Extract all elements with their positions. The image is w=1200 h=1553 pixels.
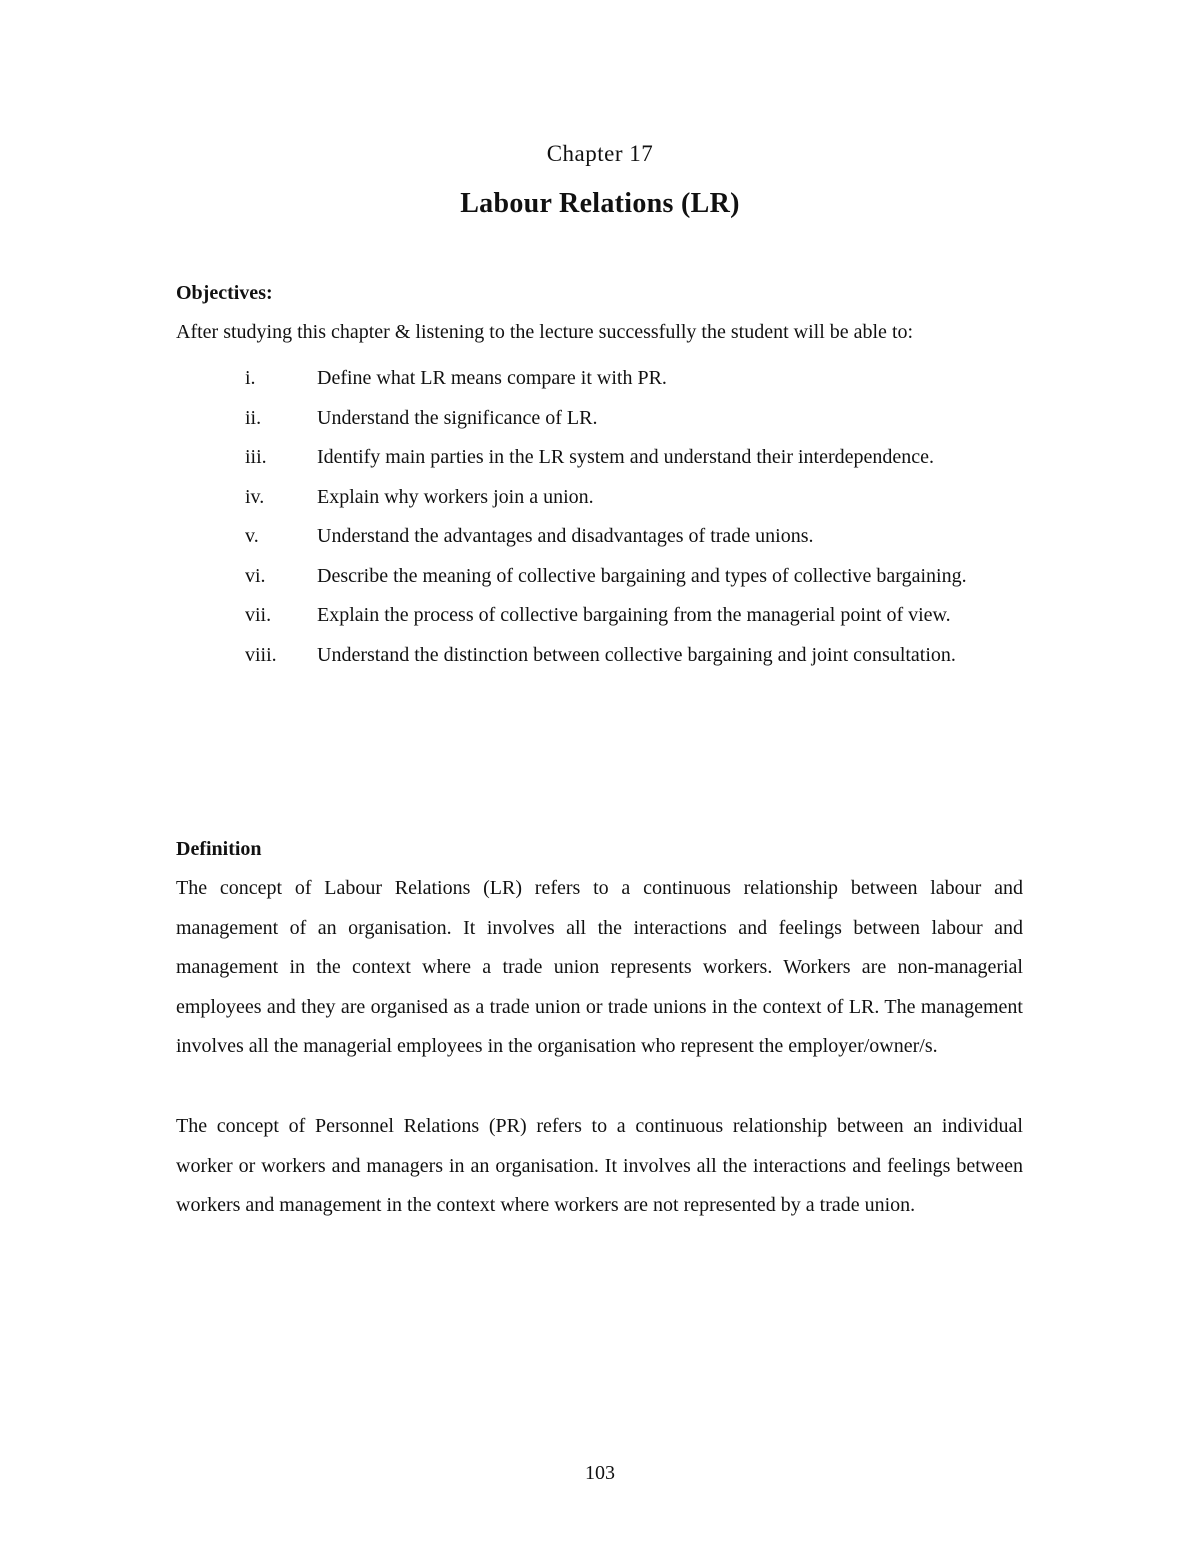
- list-item-number: v.: [245, 525, 259, 547]
- list-item-number: ii.: [245, 406, 262, 429]
- definition-paragraph-pr: The concept of Personnel Relations (PR) refers to a continuous relationship between an individual worker or workers and managers in an organisation. It involves all the interactions and feelings between workers and management in the context where workers are not represented by a trade union.: [176, 1115, 1023, 1217]
- page-number: 103: [585, 1462, 615, 1484]
- definition-paragraph-lr: The concept of Labour Relations (LR) refers to a continuous relationship between labour and management of an organisation. It involves all the interactions and feelings between labour and management in the context where a trade union represents workers. Workers are non-managerial employees and they are organised as a trade union or trade unions in the context of LR. The management involves all the managerial employees in the organisation who represent the employer/owner/s.: [176, 877, 1023, 1058]
- list-item: [245, 478, 1023, 518]
- list-item-text: Identify main parties in the LR system and understand their interdependence.: [317, 446, 935, 468]
- list-item: [245, 557, 1023, 597]
- list-item-number: vii.: [245, 604, 272, 626]
- chapter-label: Chapter 17: [546, 141, 654, 166]
- chapter-title: Labour Relations (LR): [460, 188, 740, 219]
- list-item-number: vi.: [245, 564, 266, 587]
- list-item-number: viii.: [245, 643, 277, 666]
- list-item: [245, 596, 1023, 636]
- list-item: [245, 399, 1023, 439]
- list-item: [245, 636, 1023, 676]
- list-item: [245, 359, 1023, 399]
- objectives-intro: After studying this chapter & listening to the lecture successfully the student will be able to:: [176, 321, 914, 343]
- list-item-text: Understand the distinction between collective bargaining and joint consultation.: [317, 643, 956, 666]
- list-item-text: Understand the advantages and disadvantages of trade unions.: [317, 525, 814, 547]
- definition-heading: Definition: [176, 838, 262, 860]
- list-item-number: iii.: [245, 446, 267, 468]
- objectives-list: [245, 359, 1023, 675]
- list-item-text: Describe the meaning of collective bargaining and types of collective bargaining.: [317, 564, 967, 587]
- list-item-text: Understand the significance of LR.: [317, 406, 598, 429]
- list-item: [245, 438, 1023, 478]
- list-item: [245, 517, 1023, 557]
- list-item-number: i.: [245, 367, 256, 389]
- list-item-text: Define what LR means compare it with PR.: [317, 367, 667, 389]
- objectives-heading: Objectives:: [176, 282, 273, 304]
- list-item-text: Explain the process of collective bargaining from the managerial point of view.: [317, 604, 951, 626]
- list-item-text: Explain why workers join a union.: [317, 485, 594, 508]
- list-item-number: iv.: [245, 485, 265, 508]
